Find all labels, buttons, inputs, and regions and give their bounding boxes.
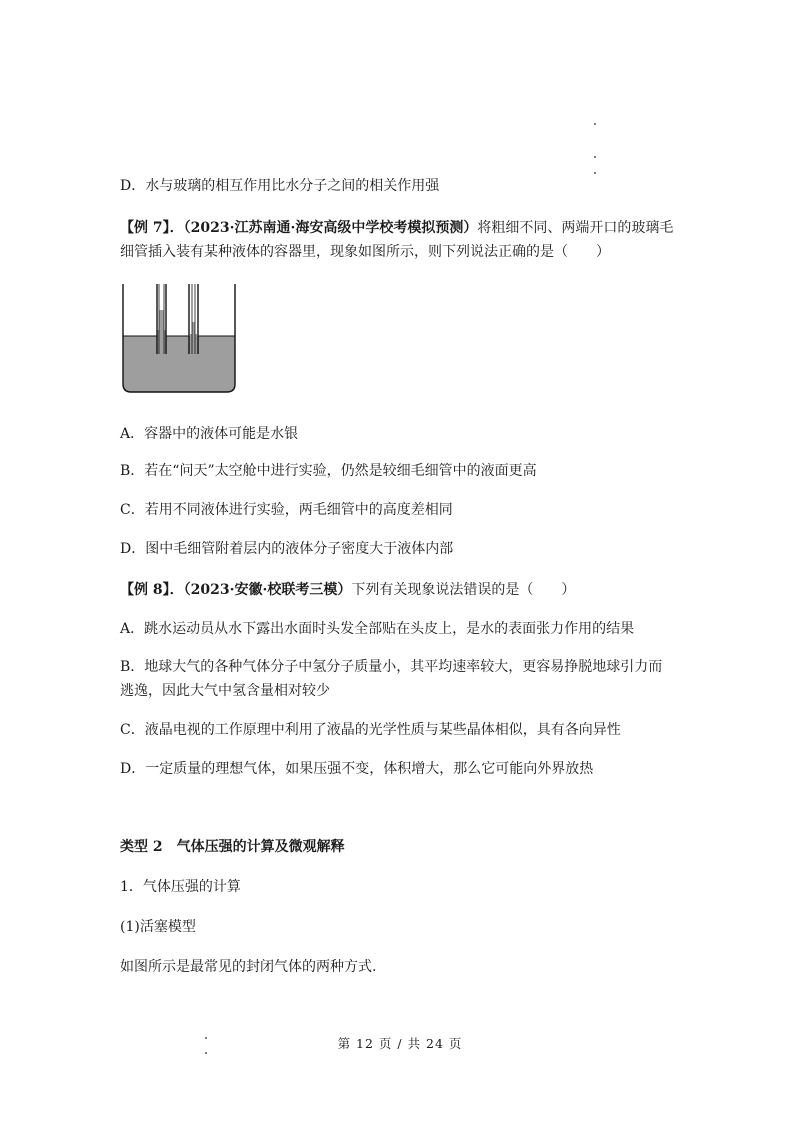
example8-option-b-line2: 逃逸，因此大气中氢含量相对较少	[120, 683, 330, 699]
example7-stem-line2: 细管插入装有某种液体的容器里，现象如图所示，则下列说法正确的是（ ）	[120, 244, 610, 260]
scan-dot	[594, 172, 596, 174]
example7-stem-part1: 将粗细不同、两端开口的玻璃毛	[477, 220, 674, 236]
scan-dot	[594, 156, 596, 158]
section-item-1: 1．气体压强的计算	[120, 879, 241, 895]
example7-option-c: C．若用不同液体进行实验，两毛细管中的高度差相同	[120, 502, 453, 518]
example8-tag: 【例 8】．	[120, 582, 184, 598]
page-footer: 第 12 页 / 共 24 页	[337, 1036, 463, 1051]
example7-option-a: A．容器中的液体可能是水银	[120, 426, 299, 442]
example7-stem-line1	[120, 218, 710, 238]
section-text-1: 如图所示是最常见的封闭气体的两种方式.	[120, 959, 377, 975]
example8-option-b-line1: B．地球大气的各种气体分子中氢分子质量小，其平均速率较大，更容易挣脱地球引力而	[120, 659, 663, 675]
example7-source: （2023·江苏南通·海安高级中学校考模拟预测）	[183, 220, 478, 236]
container-liquid	[123, 330, 235, 392]
example7-tag: 【例 7】．	[120, 220, 184, 236]
example8-option-d: D．一定质量的理想气体，如果压强不变，体积增大，那么它可能向外界放热	[120, 761, 594, 777]
example8-option-c: C．液晶电视的工作原理中利用了液晶的光学性质与某些晶体相似，具有各向异性	[120, 722, 621, 738]
section-sub-1: (1)活塞模型	[120, 919, 196, 935]
example7-option-b: B．若在“问天”太空舱中进行实验，仍然是较细毛细管中的液面更高	[120, 463, 537, 479]
example8-stem: 下列有关现象说法错误的是（ ）	[351, 582, 576, 598]
example8-option-a: A．跳水运动员从水下露出水面时头发全部贴在头皮上，是水的表面张力作用的结果	[120, 621, 635, 637]
capillary-diagram	[119, 284, 243, 396]
scan-dot	[205, 1052, 207, 1054]
scan-dot	[594, 123, 596, 125]
thick-tube-liquid	[192, 322, 195, 340]
example7-option-d: D．图中毛细管附着层内的液体分子密度大于液体内部	[120, 541, 454, 557]
example8-source: （2023·安徽·校联考三模）	[183, 582, 352, 598]
section-heading: 类型 2 气体压强的计算及微观解释	[120, 839, 345, 855]
example8-stem-line	[120, 580, 710, 600]
thin-tube-liquid	[159, 310, 164, 340]
capillary-tubes-figure	[119, 284, 243, 400]
previous-option-d: D．水与玻璃的相互作用比水分子之间的相关作用强	[120, 178, 440, 194]
